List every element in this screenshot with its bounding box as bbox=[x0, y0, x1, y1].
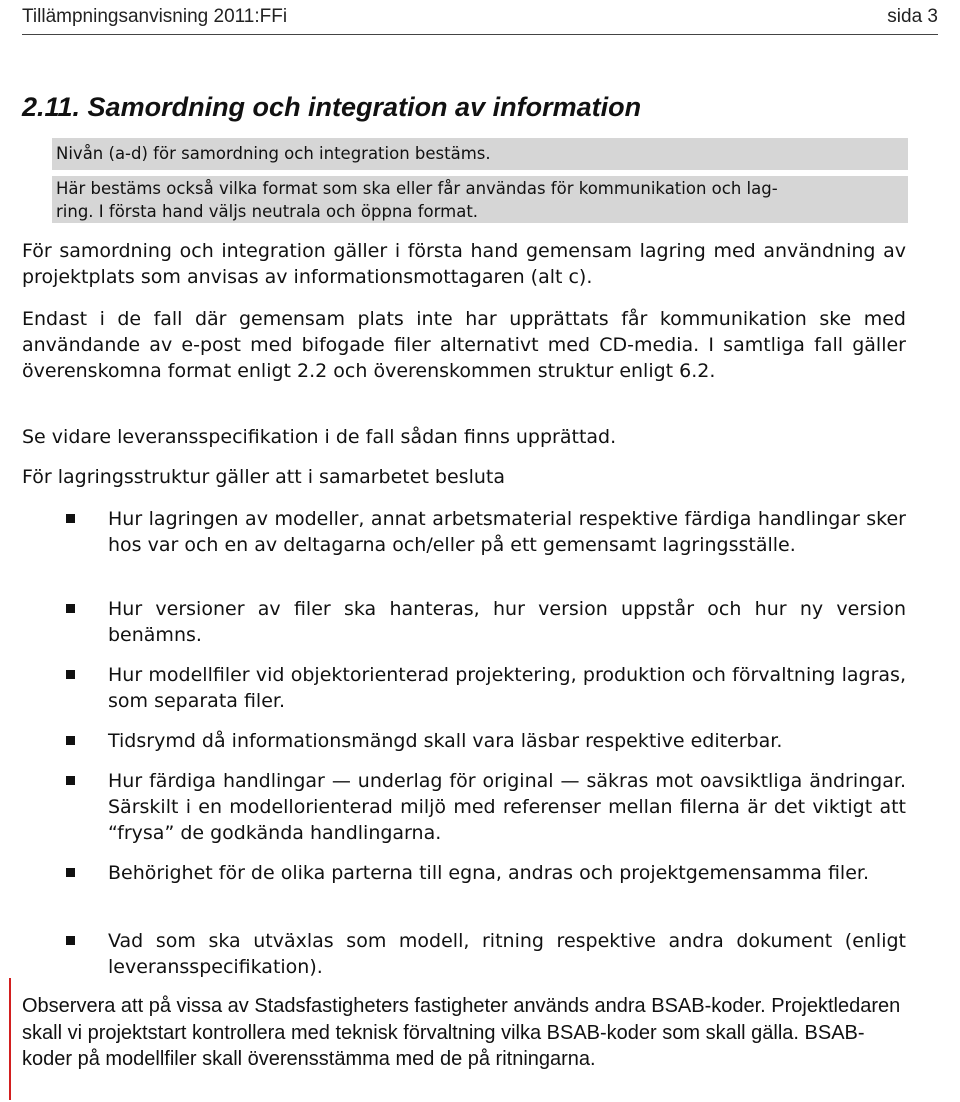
note-paragraph: Observera att på vissa av Stadsfastigheters fastigheter används andra BSAB-koder. Projektledaren skall vi projektstart kontrollera med teknisk förvaltning vilka BSAB-koder som skall gälla. BSAB-koder på modellfiler skall överensstämma med de på ritningarna. bbox=[22, 995, 901, 1070]
change-bar bbox=[9, 978, 11, 1100]
section-title: 2.11. Samordning och integration av information bbox=[22, 92, 642, 122]
list-item: Hur modellfiler vid objektorienterad projektering, produktion och förvaltning lagras, som separata filer. bbox=[108, 664, 906, 712]
gray-line-1: Nivån (a-d) för samordning och integration bestäms. bbox=[56, 144, 491, 163]
bullet-marker bbox=[66, 868, 75, 877]
paragraph-delivery-spec: Se vidare leveransspecifikation i de fall sådan finns upprättad. bbox=[22, 426, 617, 448]
paragraph-shared-storage: För samordning och integration gäller i första hand gemensam lagring med användning av projektplats som anvisas av informationsmottagaren (alt c). bbox=[22, 240, 906, 288]
page-header bbox=[22, 0, 938, 35]
bullet-marker bbox=[66, 936, 75, 945]
list-item: Behörighet för de olika parterna till egna, andras och projektgemensamma filer. bbox=[108, 862, 870, 884]
list-item: Hur färdiga handlingar — underlag för original — säkras mot oavsiktliga ändringar. Särskilt i en modellorienterad miljö med referenser mellan filerna är det viktigt att “frysa” de godkända handlingarna. bbox=[108, 770, 906, 844]
list-item: Hur versioner av filer ska hanteras, hur version uppstår och hur ny version benämns. bbox=[108, 598, 906, 646]
list-item: Hur lagringen av modeller, annat arbetsmaterial respektive färdiga handlingar sker hos var och en av deltagarna och/eller på ett gemensamt lagringsställe. bbox=[108, 508, 906, 556]
bullet-marker bbox=[66, 670, 75, 679]
paragraph-email-exchange: Endast i de fall där gemensam plats inte har upprättats får kommunikation ske med användande av e-post med bifogade filer alternativt med CD-media. I samtliga fall gäller överenskomna format enligt 2.2 och överenskommen struktur enligt 6.2. bbox=[22, 308, 906, 382]
bullet-marker bbox=[66, 604, 75, 613]
bullet-marker bbox=[66, 736, 75, 745]
bullet-marker bbox=[66, 514, 75, 523]
gray-line-3: ring. I första hand väljs neutrala och öppna format. bbox=[56, 202, 479, 221]
paragraph-storage-structure: För lagringsstruktur gäller att i samarbetet besluta bbox=[22, 466, 505, 488]
document-title: Tillämpningsanvisning 2011:FFi bbox=[22, 6, 288, 27]
list-item: Tidsrymd då informationsmängd skall vara läsbar respektive editerbar. bbox=[108, 730, 783, 752]
bullet-marker bbox=[66, 776, 75, 785]
list-item: Vad som ska utväxlas som modell, ritning respektive andra dokument (enligt leveransspecifikation). bbox=[108, 930, 906, 978]
page-number: sida 3 bbox=[887, 6, 938, 27]
gray-line-2: Här bestäms också vilka format som ska eller får användas för kommunikation och lag- bbox=[56, 179, 778, 198]
